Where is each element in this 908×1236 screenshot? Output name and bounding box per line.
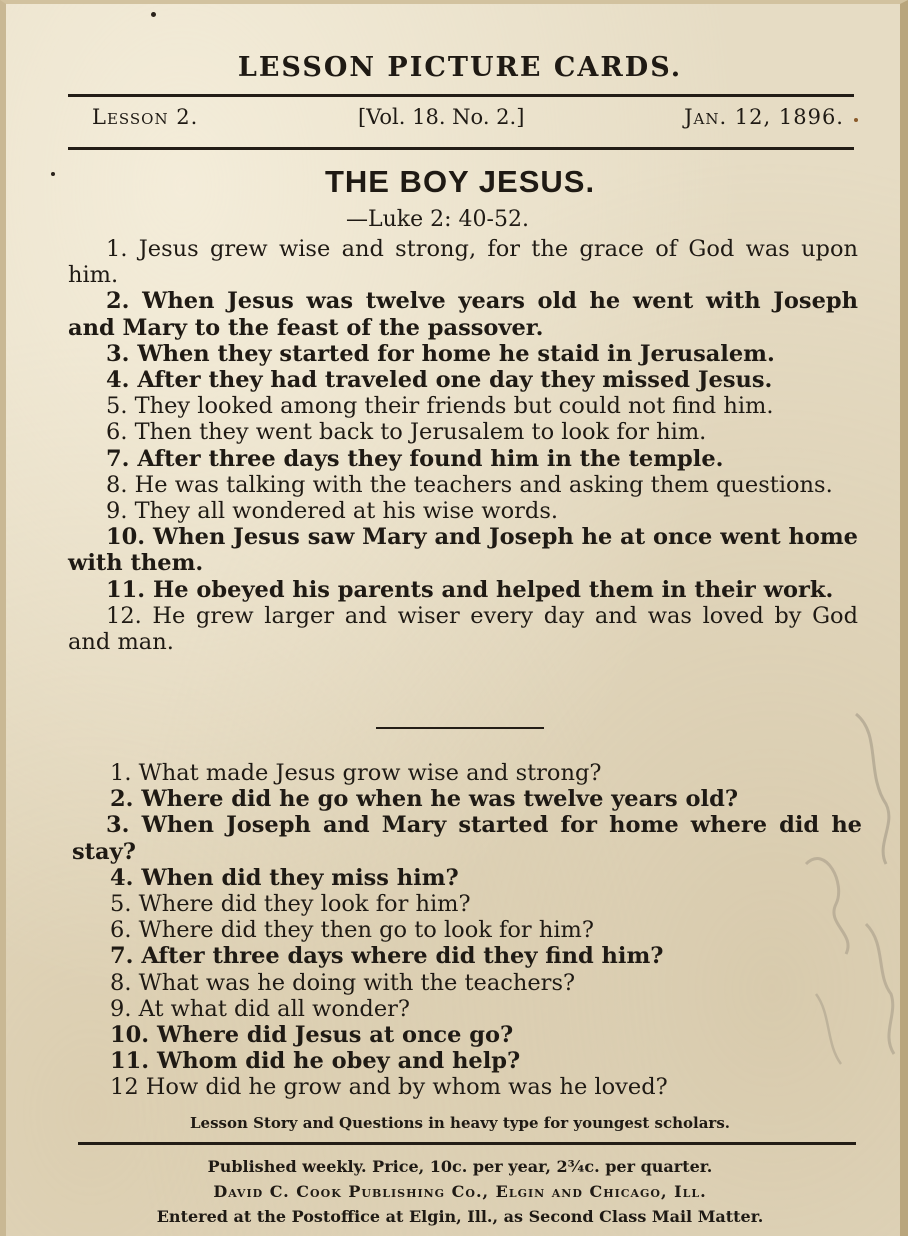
question-item: 9. At what did all wonder? — [110, 995, 410, 1022]
question-item: 3. When Joseph and Mary started for home where did he stay? — [72, 812, 862, 865]
story-paragraph: 8. He was talking with the teachers and asking them questions. — [106, 471, 833, 498]
story-paragraph: 5. They looked among their friends but could not find him. — [106, 393, 774, 420]
lesson-number: Lesson 2. — [92, 105, 199, 129]
lesson-questions — [72, 760, 862, 1101]
story-paragraph: 3. When they started for home he staid in Jerusalem. — [106, 340, 775, 367]
header-rule-bottom — [68, 147, 854, 150]
question-item: 1. What made Jesus grow wise and strong? — [110, 760, 602, 786]
header-rule-top — [68, 94, 854, 97]
story-paragraph: 10. When Jesus saw Mary and Joseph he at once went home with them. — [68, 524, 858, 577]
story-paragraph: 4. After they had traveled one day they missed Jesus. — [106, 367, 773, 394]
story-paragraph: 6. Then they went back to Jerusalem to look for him. — [106, 419, 707, 446]
lesson-story — [68, 236, 858, 655]
ink-speck — [854, 118, 858, 122]
publication-title: LESSON PICTURE CARDS. — [237, 52, 683, 83]
question-item: 8. What was he doing with the teachers? — [110, 969, 576, 996]
question-item: 5. Where did they look for him? — [110, 891, 471, 918]
question-item: 6. Where did they then go to look for him? — [110, 917, 594, 944]
scripture-reference: —Luke 2: 40-52. — [346, 207, 529, 232]
publisher-footer — [6, 1154, 908, 1229]
story-paragraph: 2. When Jesus was twelve years old he went with Joseph and Mary to the feast of the passover. — [68, 288, 858, 341]
footer-postoffice-line: Entered at the Postoffice at Elgin, Ill., as Second Class Mail Matter. — [156, 1207, 764, 1226]
story-paragraph: 12. He grew larger and wiser every day and was loved by God and man. — [68, 602, 858, 656]
issue-date: Jan. 12, 1896. — [684, 105, 844, 129]
footer-rule — [78, 1142, 856, 1145]
question-item: 2. Where did he go when he was twelve years old? — [110, 786, 739, 813]
issue-info-row — [92, 105, 844, 129]
footer-price-line: Published weekly. Price, 10c. per year, 2¾c. per quarter. — [207, 1157, 713, 1176]
question-item: 11. Whom did he obey and help? — [110, 1048, 521, 1075]
volume-number: [Vol. 18. No. 2.] — [357, 105, 525, 129]
heavy-type-note: Lesson Story and Questions in heavy type for youngest scholars. — [190, 1114, 730, 1132]
lesson-title: THE BOY JESUS. — [324, 164, 596, 199]
ink-speck — [151, 12, 156, 17]
ink-speck — [51, 172, 55, 176]
story-paragraph: 9. They all wondered at his wise words. — [106, 498, 559, 525]
question-item: 12 How did he grow and by whom was he loved? — [110, 1074, 668, 1101]
question-item: 7. After three days where did they find him? — [110, 943, 664, 970]
section-divider — [376, 727, 544, 729]
story-paragraph: 11. He obeyed his parents and helped them in their work. — [106, 576, 834, 603]
question-item: 4. When did they miss him? — [110, 864, 459, 891]
question-item: 10. Where did Jesus at once go? — [110, 1022, 514, 1049]
story-paragraph: 7. After three days they found him in the temple. — [106, 445, 724, 472]
footer-publisher-line: David C. Cook Publishing Co., Elgin and Chicago, Ill. — [213, 1182, 707, 1201]
story-paragraph: 1. Jesus grew wise and strong, for the grace of God was upon him. — [68, 236, 858, 289]
